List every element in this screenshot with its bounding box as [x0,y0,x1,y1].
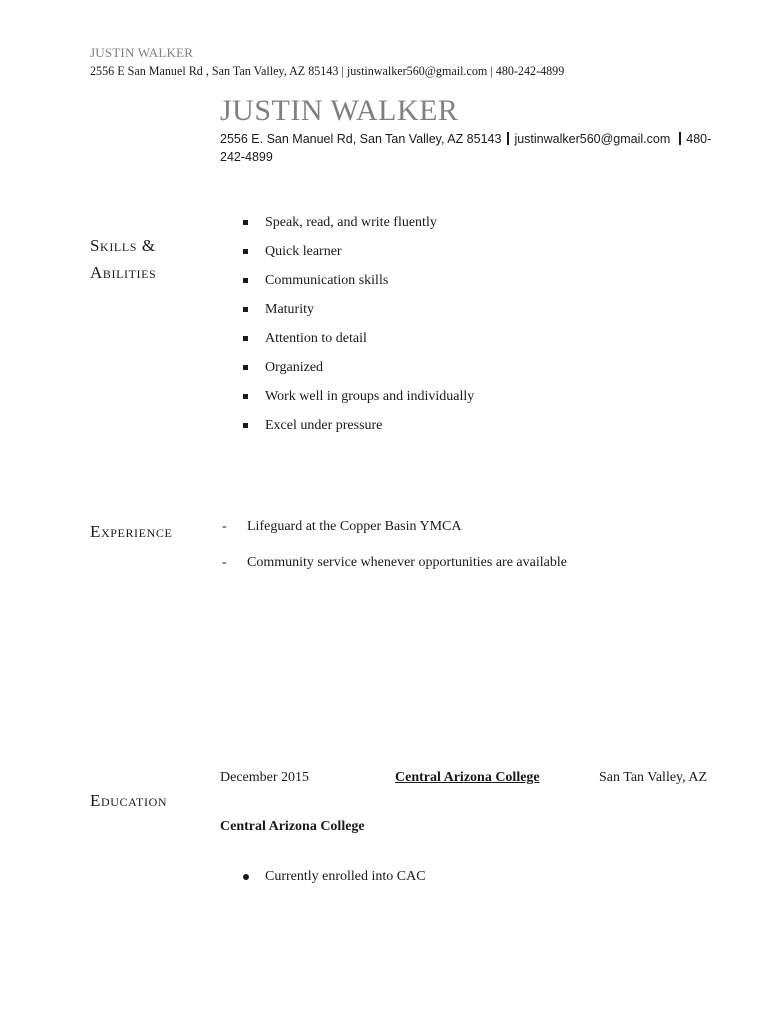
education-school-subheading: Central Arizona College [220,819,365,834]
header-name: JUSTIN WALKER [90,45,194,60]
education-school: Central Arizona College [395,770,540,785]
skills-heading [90,232,156,286]
square-bullet-icon [243,249,248,254]
skill-item: Attention to detail [243,329,474,358]
contact-separator [507,132,509,145]
square-bullet-icon [243,336,248,341]
skill-item: Organized [243,358,474,387]
skill-item: Communication skills [243,271,474,300]
experience-list [222,517,567,589]
square-bullet-icon [243,394,248,399]
square-bullet-icon [243,220,248,225]
education-list [243,867,426,887]
contact-phone: 480-242-4899 [220,132,712,164]
education-location: San Tan Valley, AZ [599,770,708,785]
experience-item: - Lifeguard at the Copper Basin YMCA [222,517,567,553]
skill-item: Maturity [243,300,474,329]
contact-address: 2556 E. San Manuel Rd, San Tan Valley, AZ 85143 [220,132,502,146]
skill-item: Speak, read, and write fluently [243,213,474,242]
skills-heading-line1: Skills & [90,236,156,255]
skill-item: Excel under pressure [243,416,474,445]
skills-heading-line2: Abilities [90,263,157,282]
round-bullet-icon [243,874,249,880]
skills-list [243,213,474,445]
square-bullet-icon [243,307,248,312]
education-item: Currently enrolled into CAC [243,867,426,887]
contact-separator [679,132,681,145]
skill-item: Work well in groups and individually [243,387,474,416]
resume-contact-line [220,130,720,166]
square-bullet-icon [243,423,248,428]
square-bullet-icon [243,278,248,283]
education-date: December 2015 [220,770,310,785]
skill-item: Quick learner [243,242,474,271]
resume-name: JUSTIN WALKER [220,94,459,127]
header-contact: 2556 E San Manuel Rd , San Tan Valley, AZ 85143 | justinwalker560@gmail.com | 480-242-4899 [90,63,565,78]
dash-bullet: - [222,555,227,570]
square-bullet-icon [243,365,248,370]
education-heading: Education [90,791,168,810]
contact-email: justinwalker560@gmail.com [514,132,671,146]
experience-heading: Experience [90,522,173,541]
experience-item: - Community service whenever opportunities are available [222,553,567,589]
dash-bullet: - [222,519,227,534]
